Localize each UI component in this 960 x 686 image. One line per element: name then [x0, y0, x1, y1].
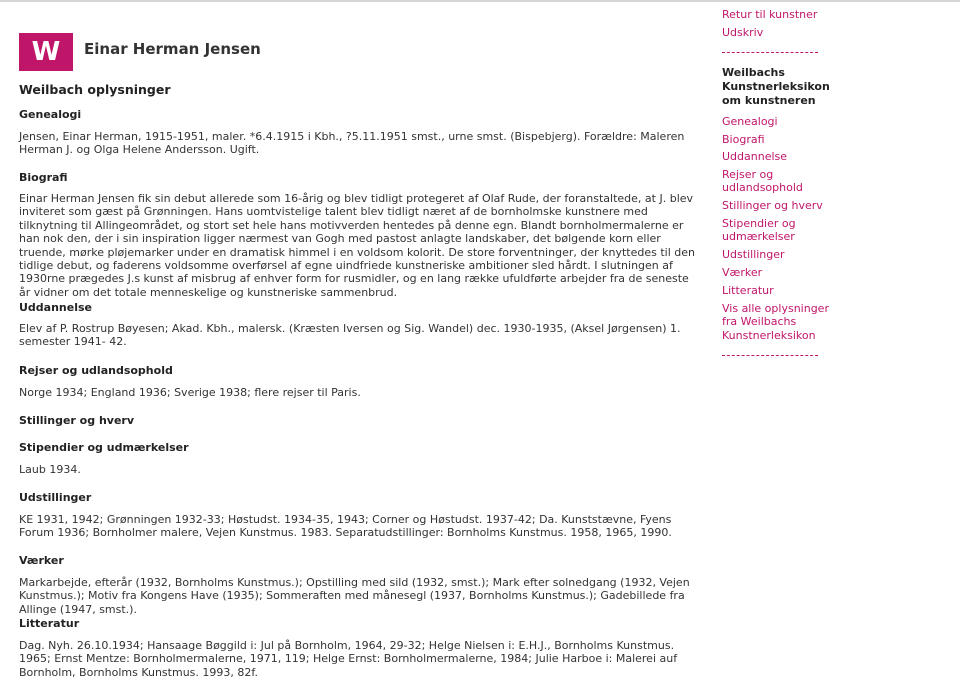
- section-text-genealogi: Jensen, Einar Herman, 1915-1951, maler. *6.4.1915 i Kbh., ?5.11.1951 smst., urne smst. (Bispebjerg). Forældre: Maleren Herman J. og Olga Helene Andersson. Ugift.: [19, 130, 685, 157]
- sidebar-link-rejser[interactable]: Rejser og udlandsophold: [722, 168, 803, 195]
- section-text-udstillinger: KE 1931, 1942; Grønningen 1932-33; Høstudst. 1934-35, 1943; Corner og Høstudst. 1937-42; Da. Kunststævne, Fyens Forum 1936; Bornholmer malere, Vejen Kunstmus. 1983. Separatudstillinger: Bornholms Kunstmus. 1958, 1965, 1990.: [19, 513, 672, 540]
- top-border: [0, 0, 960, 2]
- sidebar-heading: Weilbachs Kunstnerleksikon om kunstneren: [722, 66, 830, 107]
- sidebar-link-uddannelse[interactable]: Uddannelse: [722, 150, 788, 163]
- section-title-stipendier: Stipendier og udmærkelser: [19, 441, 189, 454]
- sidebar-link-vaerker[interactable]: Værker: [722, 266, 763, 279]
- weilbach-logo: [19, 33, 73, 71]
- sidebar-link-genealogi[interactable]: Genealogi: [722, 115, 778, 128]
- section-title-biografi: Biografi: [19, 171, 68, 184]
- sidebar-divider-bottom: [722, 355, 818, 356]
- section-title-genealogi: Genealogi: [19, 108, 82, 121]
- return-to-artist-link[interactable]: Retur til kunstner: [722, 8, 818, 21]
- section-text-litteratur: Dag. Nyh. 26.10.1934; Hansaage Bøggild i: Jul på Bornholm, 1964, 29-32; Helge Nielsen i: E.H.J., Bornholms Kunstmus. 1965; Ernst Mentze: Bornholmermalerne, 1971, 119; Helge Ernst: Bornholmermalerne, 1984; Julie Harboe i: Malerei auf Bornholm, Bornholms Kunstmus. 1993, 82f.: [19, 639, 678, 679]
- sidebar-link-stillinger[interactable]: Stillinger og hverv: [722, 199, 823, 212]
- sidebar-link-stipendier[interactable]: Stipendier og udmærkelser: [722, 217, 796, 244]
- section-text-biografi: Einar Herman Jensen fik sin debut allerede som 16-årig og blev tidligt protegeret af Olaf Rude, der foranstaltede, at J. blev inviteret som gæst på Grønningen. Hans uomtvistelige talent blev tidligt næret af de bornholmske kunstnere med tilknytning til Allingeområdet, og stort set hele hans motivverden hentedes på denne egn. Blandt bornholmermalerne er han nok den, der i sin inspiration ligger nærmest van Gogh med pastost anlagte landskaber, det bølgende korn eller truende, mørke pløjemarker under en dramatisk himmel i en voldsom kolorit. De store forventninger, der knyttedes til den tidlige debut, og faderens voldsomme overførsel af egne uindfriede kunstneriske ambitioner sled hårdt. I slutningen af 1930rne prægedes J.s kunst af misbrug af enhver form for rusmidler, og en lang række ufuldførte arbejder fra de seneste år vidner om det totale menneskelige og kunstneriske sammenbrud.: [19, 192, 695, 299]
- section-title-stillinger: Stillinger og hverv: [19, 414, 135, 427]
- section-title-uddannelse: Uddannelse: [19, 301, 93, 314]
- print-link[interactable]: Udskriv: [722, 26, 764, 39]
- page-subtitle: Weilbach oplysninger: [19, 82, 171, 97]
- section-text-vaerker: Markarbejde, efterår (1932, Bornholms Kunstmus.); Opstilling med sild (1932, smst.); Mark efter solnedgang (1932, Vejen Kunstmus.); Motiv fra Kongens Have (1935); Sommeraften med månesegl (1937, Bornholms Kunstmus.); Gadebillede fra Allinge (1947, smst.).: [19, 576, 690, 616]
- sidebar-link-litteratur[interactable]: Litteratur: [722, 284, 774, 297]
- section-title-litteratur: Litteratur: [19, 617, 80, 630]
- sidebar-link-biografi[interactable]: Biografi: [722, 133, 765, 146]
- section-text-rejser: Norge 1934; England 1936; Sverige 1938; flere rejser til Paris.: [19, 386, 361, 399]
- section-text-uddannelse: Elev af P. Rostrup Bøyesen; Akad. Kbh., malersk. (Kræsten Iversen og Sig. Wandel) dec. 1930-1935, (Aksel Jørgensen) 1. semester 1941- 42.: [19, 322, 681, 349]
- sidebar-link-vis-alle[interactable]: Vis alle oplysninger fra Weilbachs Kunstnerleksikon: [722, 302, 829, 342]
- sidebar-divider-top: [722, 52, 818, 53]
- logo-letter: W: [31, 37, 61, 67]
- sidebar-link-udstillinger[interactable]: Udstillinger: [722, 248, 785, 261]
- artist-name: Einar Herman Jensen: [84, 40, 261, 58]
- section-title-vaerker: Værker: [19, 554, 64, 567]
- section-text-stipendier: Laub 1934.: [19, 463, 81, 476]
- page-header: [19, 33, 261, 71]
- section-title-rejser: Rejser og udlandsophold: [19, 364, 173, 377]
- section-title-udstillinger: Udstillinger: [19, 491, 92, 504]
